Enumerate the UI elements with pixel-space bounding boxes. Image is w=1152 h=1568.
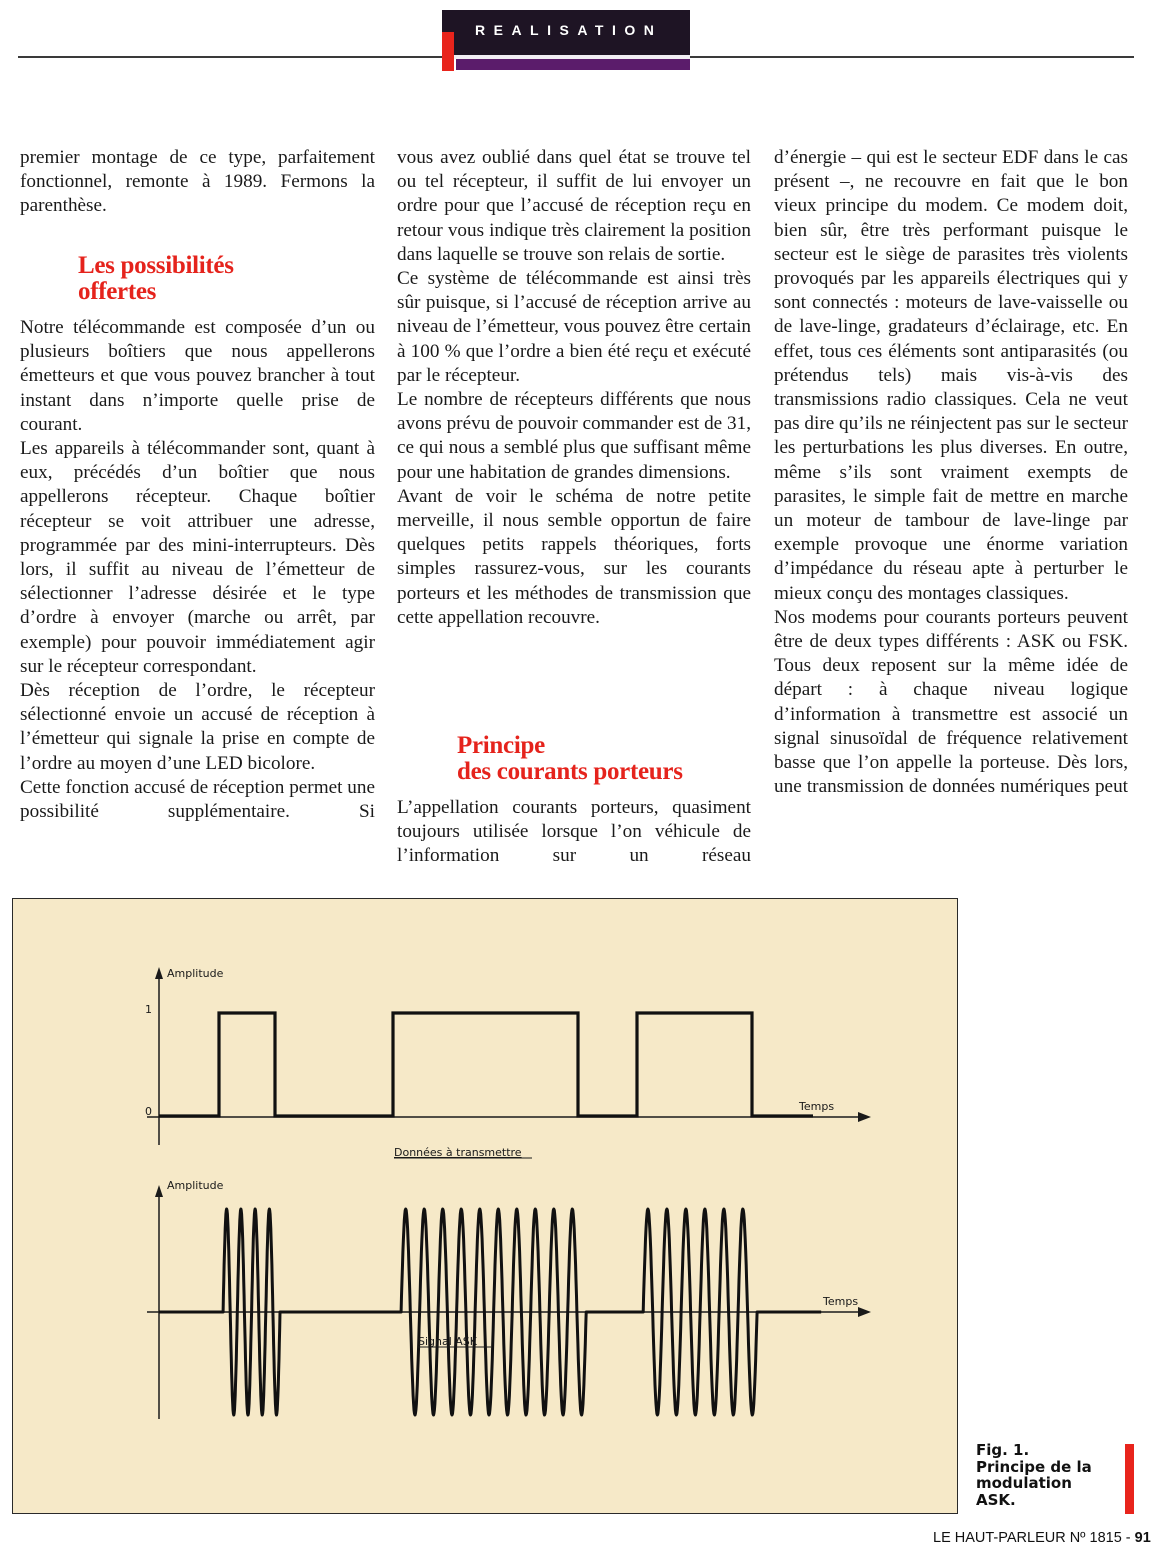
paragraph: Avant de voir le schéma de notre petite merveille, il nous semble opportun de faire quelques petits rappels théoriques, forts simples rassurez-vous, sur les courants porteurs et les méthodes de transmission que cette appellation recouvre. bbox=[397, 485, 751, 628]
paragraph: Notre télécommande est composée d’un ou plusieurs boîtiers que nous appellerons émetteurs et que vous pouvez brancher à tout instant dans n’importe quelle prise de courant. bbox=[20, 317, 375, 435]
y-axis-arrow-icon bbox=[155, 1185, 163, 1197]
paragraph: Nos modems pour courants porteurs peuvent être de deux types différents : ASK ou FSK. Tous deux reposent sur la même idée de départ : à chaque niveau logique d’information à transmettre est associé un signal sinusoïdal de fréquence relativement basse que l’on appelle la porteuse. Dès lors, une transmission de données numériques peut bbox=[774, 606, 1128, 798]
caption-line: modulation bbox=[976, 1474, 1072, 1492]
paragraph: d’énergie – qui est le secteur EDF dans le cas présent –, ne recouvre en fait que le bon vieux principe du modem. Ce modem doit, bien sûr, être très performant puisque le secteur est le siège de parasites très violents provoqués par les appareils électriques qui y sont connectés : moteurs de lave-vaisselle ou de lave-linge, gradateurs d’éclairage, etc. En effet, tous ces éléments sont antiparasités (ou prétendus tels) mais vis-à-vis des transmissions radio classiques. Cela ne veut pas dire qu’ils ne réinjectent pas sur le secteur les perturbations les plus diverses. En outre, même s’ils sont vraiment exempts de parasites, le simple fait de mettre en marche un moteur de tambour de lave-linge par exemple provoque une énorme variation d’impédance du réseau apte à perturber le mieux conçu des montages classiques. bbox=[774, 147, 1128, 604]
paragraph: Le nombre de récepteurs différents que nous avons prévu de pouvoir commander est de 31, ce qui nous a semblé plus que suffisant même pour une habitation de grandes dimensions. bbox=[397, 389, 751, 483]
caption-line: ASK. bbox=[976, 1490, 1016, 1509]
top-plot-title: Données à transmettre bbox=[394, 1146, 522, 1159]
heading-line: offertes bbox=[78, 278, 157, 305]
section-label: REALISATION bbox=[475, 22, 663, 38]
tick-1: 1 bbox=[145, 1003, 152, 1016]
heading-line: Les possibilités bbox=[78, 252, 234, 279]
figure-caption bbox=[976, 1442, 1092, 1508]
figure-ask-modulation bbox=[12, 898, 958, 1514]
header-rule-left bbox=[18, 56, 442, 58]
heading-line: Principe bbox=[457, 732, 545, 759]
y-axis-arrow-icon bbox=[155, 967, 163, 979]
banner-red-mark bbox=[442, 32, 454, 71]
caption-line: Principe de la bbox=[976, 1457, 1092, 1476]
heading-line: des courants porteurs bbox=[457, 758, 683, 785]
section-heading-principe bbox=[457, 733, 683, 785]
page-number: 91 bbox=[1134, 1530, 1151, 1546]
article-column-3 bbox=[774, 146, 1128, 799]
article-column-2 bbox=[397, 146, 751, 630]
paragraph: Ce système de télécommande est ainsi très sûr puisque, si l’accusé de réception arrive au niveau de l’émetteur, vous pouvez être certain à 100 % que l’ordre a bien été reçu et exécuté par le récepteur. bbox=[397, 268, 751, 386]
paragraph: Cette fonction accusé de réception permet une possibilité supplémentaire. Si bbox=[20, 776, 375, 823]
x-axis-label: Temps bbox=[823, 1295, 859, 1308]
y-axis-label: Amplitude bbox=[167, 1179, 224, 1192]
caption-red-bar bbox=[1125, 1444, 1134, 1514]
data-plot bbox=[145, 967, 871, 1159]
ask-diagram bbox=[13, 899, 959, 1515]
paragraph: premier montage de ce type, parfaitement fonctionnel, remonte à 1989. Fermons la parenthèse. bbox=[20, 147, 375, 217]
y-axis-label: Amplitude bbox=[167, 967, 224, 980]
caption-line: Fig. 1. bbox=[976, 1441, 1030, 1459]
paragraph: vous avez oublié dans quel état se trouve tel ou tel récepteur, il suffit de lui envoyer un ordre pour que l’accusé de réception reçu en retour vous indique très clairement la position dans laquelle se trouve son relais de sortie. bbox=[397, 147, 751, 265]
x-axis-arrow-icon bbox=[858, 1307, 871, 1317]
article-column-1-continued bbox=[20, 316, 375, 824]
section-heading-possibilites bbox=[78, 253, 234, 305]
paragraph: Les appareils à télécommander sont, quant à eux, précédés d’un boîtier que nous appellerons récepteur. Chaque boîtier récepteur se voit attribuer une adresse, programmée par des mini-interrupteurs. Dès lors, il suffit au niveau de l’émetteur de sélectionner l’adresse désirée et le type d’ordre à envoyer (marche ou arrêt, par exemple) pour pouvoir immédiatement agir sur le récepteur correspondant. bbox=[20, 438, 375, 677]
paragraph: Dès réception de l’ordre, le récepteur sélectionné envoie un accusé de réception à l’émetteur qui signale la prise en compte de l’ordre au moyen d’une LED bicolore. bbox=[20, 680, 375, 774]
data-square-wave bbox=[159, 1013, 813, 1116]
paragraph: L’appellation courants porteurs, quasiment toujours utilisée lorsque l’on véhicule de l’information sur un réseau bbox=[397, 797, 751, 867]
article-column-2-continued bbox=[397, 796, 751, 869]
tick-0: 0 bbox=[145, 1105, 152, 1118]
banner-purple-stripe bbox=[456, 59, 690, 70]
x-axis-label: Temps bbox=[799, 1100, 835, 1113]
ask-signal-plot bbox=[147, 1179, 871, 1419]
bottom-plot-title: Signal ASK bbox=[418, 1335, 478, 1348]
header-rule-right bbox=[690, 56, 1134, 58]
magazine-name: LE HAUT-PARLEUR Nº 1815 - bbox=[933, 1530, 1135, 1546]
x-axis-arrow-icon bbox=[858, 1112, 871, 1122]
article-column-1 bbox=[20, 146, 375, 219]
page-footer bbox=[933, 1530, 1151, 1546]
